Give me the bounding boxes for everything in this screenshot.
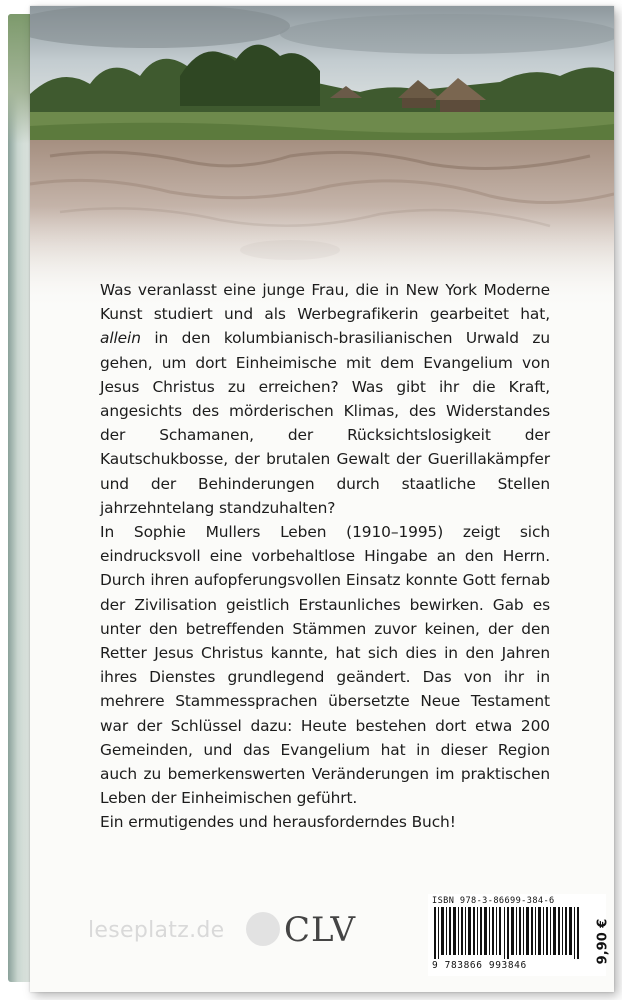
barcode-panel (428, 894, 611, 976)
barcode-icon (432, 907, 582, 959)
blurb-paragraph-1-emphasis: allein (100, 329, 141, 348)
price-label: 9,90 € (595, 918, 611, 965)
blurb-paragraph-1 (100, 278, 550, 520)
blurb-text (100, 278, 550, 835)
isbn-text: ISBN 978-3-86699-384-6 (432, 896, 555, 906)
watermark-text: leseplatz.de (88, 918, 225, 943)
book-back-cover (30, 6, 614, 992)
publisher-logo: CLV (284, 910, 357, 950)
blurb-paragraph-2: In Sophie Mullers Leben (1910–1995) zeigt sich eindrucksvoll eine vorbehaltlose Hingabe an den Herrn. Durch ihren aufopferungsvollen Einsatz konnte Gott fernab der Zivilisation geistlich Erstaunliches bewirken. Gab es unter den betreffenden Stämmen zuvor keinen, der den Retter Jesus Christus kannte, hat sich dies in den Jahren ihres Dienstes grundlegend geändert. Das von ihr in mehrere Stammessprachen übersetzte Neue Testament war der Schlüssel dazu: Heute bestehen dort etwa 200 Gemeinden, und das Evangelium hat in dieser Region auch zu bemerkenswerten Veränderungen im praktischen Leben der Einheimischen geführt. (100, 523, 550, 808)
watermark-book-icon (246, 912, 280, 946)
barcode-digits: 9 783866 993846 (432, 960, 527, 971)
blurb-paragraph-1-end: in den kolumbianisch-brasilianischen Urwald zu gehen, um dort Einheimische mit dem Evangelium von Jesus Christus zu erreichen? Was gibt ihr die Kraft, angesichts des mörderischen Klimas, des Widerstandes der Schamanen, der Rücksichtslosigkeit der Kautschukbosse, der brutalen Gewalt der Guerillakämpfer und der Behinderungen durch staatliche Stellen jahrzehntelang standzuhalten? (100, 329, 550, 517)
blurb-paragraph-1-start: Was veranlasst eine junge Frau, die in New York Moderne Kunst studiert und als Werbegrafikerin gearbeitet hat, (100, 281, 550, 324)
cover-photo-landscape (30, 6, 614, 306)
blurb-closing-line: Ein ermutigendes und herausforderndes Buch! (100, 813, 456, 832)
